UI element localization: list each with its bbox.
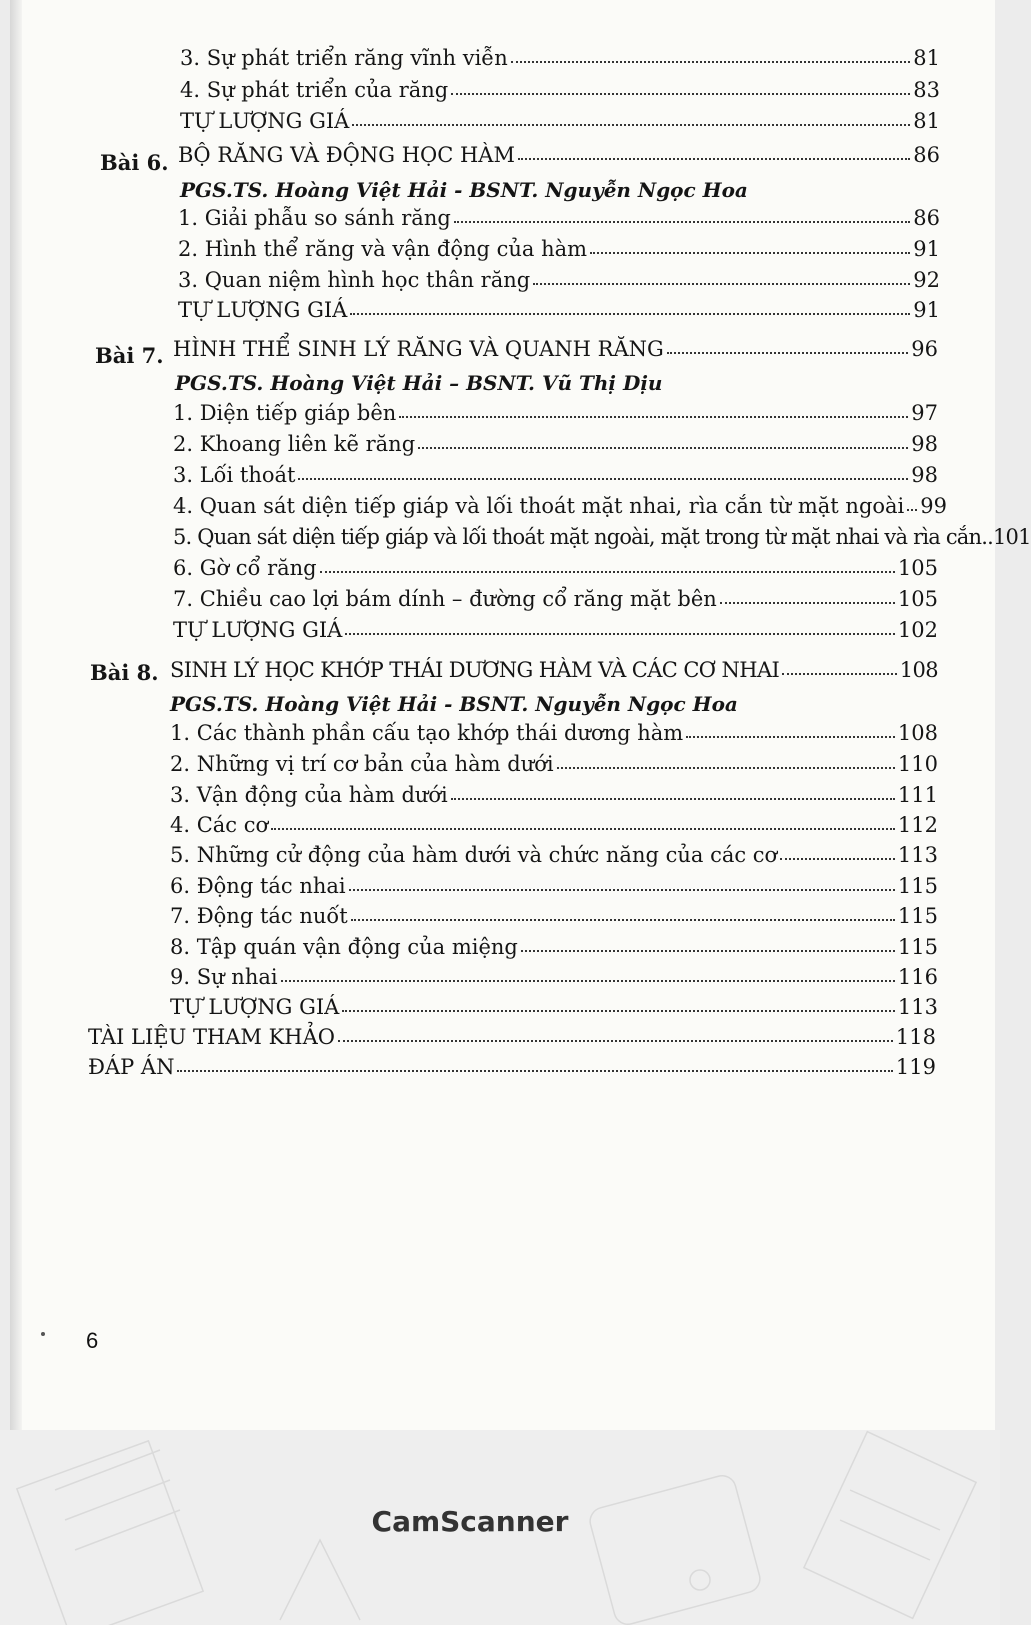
toc-entry: 3. Sự phát triển răng vĩnh viễn 81 [180, 46, 940, 70]
toc-entry: 4. Quan sát diện tiếp giáp và lối thoát mặt nhai, rìa cắn từ mặt ngoài 99 [173, 494, 948, 518]
toc-entry: 2. Hình thể răng và vận động của hàm 91 [178, 237, 940, 261]
toc-entry: 5. Những cử động của hàm dưới và chức năng của các cơ 113 [170, 843, 938, 867]
lesson-title-row: SINH LÝ HỌC KHỚP THÁI DƯƠNG HÀM VÀ CÁC CƠ NHAI 108 [170, 658, 938, 682]
toc-entry: 6. Động tác nhai 115 [170, 874, 938, 898]
toc-entry: 4. Các cơ 112 [170, 813, 938, 837]
toc-entry: 8. Tập quán vận động của miệng 115 [170, 935, 938, 959]
toc-entry: TỰ LƯỢNG GIÁ 102 [173, 618, 938, 642]
toc-entry: 1. Các thành phần cấu tạo khớp thái dương hàm 108 [170, 721, 938, 745]
document-page [10, 0, 1031, 1430]
toc-entry: 3. Quan niệm hình học thân răng 92 [178, 268, 940, 292]
lesson-title-row: HÌNH THỂ SINH LÝ RĂNG VÀ QUANH RĂNG 96 [173, 337, 938, 361]
toc-entry: TỰ LƯỢNG GIÁ 81 [180, 109, 940, 133]
lesson-label: Bài 7. [95, 343, 164, 368]
toc-entry: 2. Khoang liên kẽ răng 98 [173, 432, 938, 456]
toc-entry: 5. Quan sát diện tiếp giáp và lối thoát mặt ngoài, mặt trong từ mặt nhai và rìa cắn.. 101 [173, 525, 1031, 549]
toc-references: TÀI LIỆU THAM KHẢO 118 [88, 1025, 936, 1049]
page-number: 6 [86, 1328, 99, 1353]
toc-entry: 9. Sự nhai 116 [170, 965, 938, 989]
page-edge-shadow [10, 0, 22, 1430]
scanner-footer [0, 1430, 1000, 1625]
lesson-title-row: BỘ RĂNG VÀ ĐỘNG HỌC HÀM 86 [178, 143, 940, 167]
toc-entry: TỰ LƯỢNG GIÁ 91 [178, 298, 940, 322]
toc-entry: 7. Chiều cao lợi bám dính – đường cổ răng mặt bên 105 [173, 587, 938, 611]
toc-entry: 2. Những vị trí cơ bản của hàm dưới 110 [170, 752, 938, 776]
toc-answers: ĐÁP ÁN 119 [88, 1055, 936, 1079]
camscanner-brand: CamScanner [371, 1505, 569, 1538]
lesson-label: Bài 8. [90, 660, 159, 685]
toc-entry: 1. Giải phẫu so sánh răng 86 [178, 206, 940, 230]
lesson-authors: PGS.TS. Hoàng Việt Hải – BSNT. Vũ Thị Dịu [175, 371, 663, 395]
toc-entry: 7. Động tác nuốt 115 [170, 904, 938, 928]
toc-entry: TỰ LƯỢNG GIÁ 113 [170, 995, 938, 1019]
toc-entry: 4. Sự phát triển của răng 83 [180, 78, 940, 102]
lesson-authors: PGS.TS. Hoàng Việt Hải - BSNT. Nguyễn Ngọc Hoa [170, 692, 738, 716]
paper-speck [41, 1332, 45, 1336]
lesson-label: Bài 6. [100, 150, 169, 175]
toc-entry: 3. Lối thoát 98 [173, 463, 938, 487]
lesson-authors: PGS.TS. Hoàng Việt Hải - BSNT. Nguyễn Ngọc Hoa [180, 178, 748, 202]
toc-entry: 1. Diện tiếp giáp bên 97 [173, 401, 938, 425]
toc-entry: 3. Vận động của hàm dưới 111 [170, 783, 938, 807]
toc-entry: 6. Gờ cổ răng 105 [173, 556, 938, 580]
